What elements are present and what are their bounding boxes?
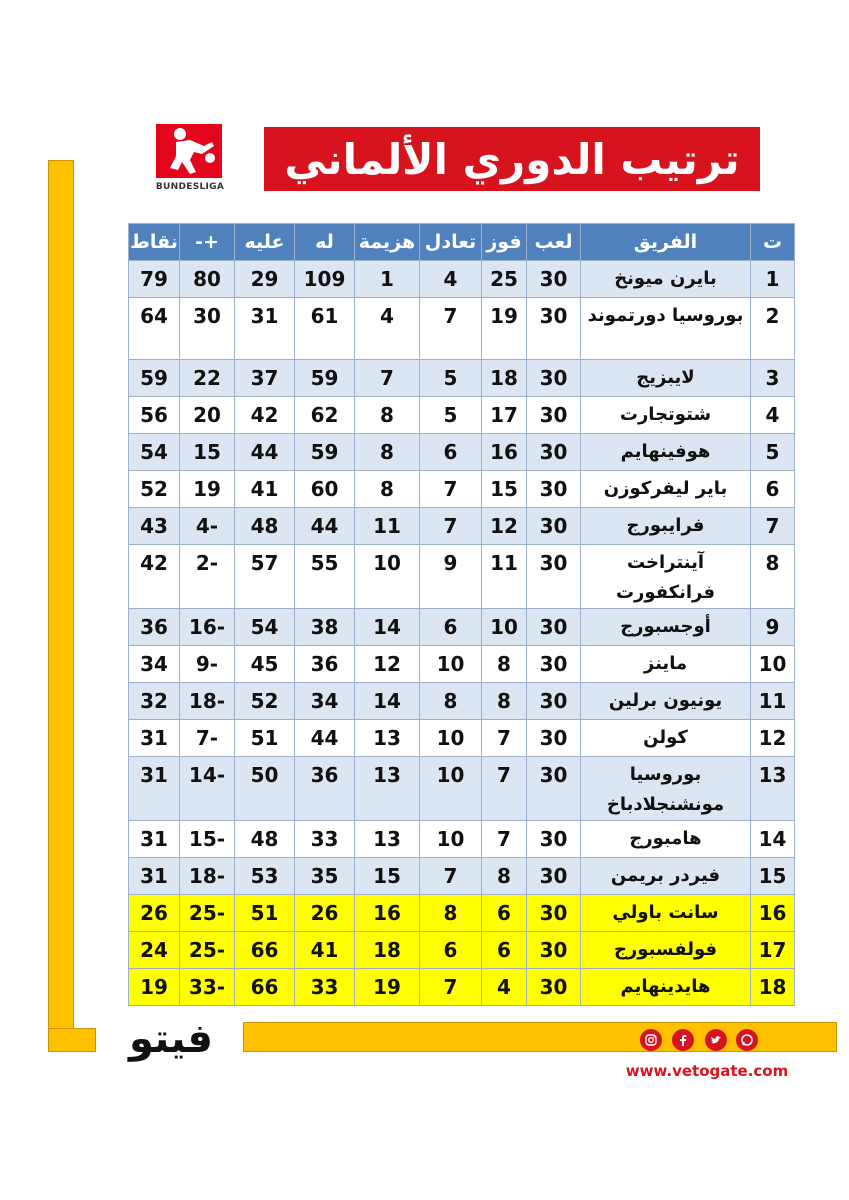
cell-played: 30 (527, 969, 581, 1006)
cell-won: 4 (482, 969, 527, 1006)
cell-won: 6 (482, 895, 527, 932)
cell-won: 18 (482, 360, 527, 397)
cell-goals-against: 48 (235, 508, 295, 545)
cell-goals-for: 59 (295, 434, 355, 471)
cell-played: 30 (527, 683, 581, 720)
cell-drawn: 6 (420, 434, 482, 471)
cell-points: 31 (129, 821, 180, 858)
table-row (129, 508, 795, 545)
cell-drawn: 10 (420, 646, 482, 683)
cell-goals-for: 33 (295, 969, 355, 1006)
table-row (129, 821, 795, 858)
cell-played: 30 (527, 545, 581, 609)
table-row (129, 757, 795, 821)
cell-goal-diff: 30 (180, 298, 235, 360)
cell-team: بايرن ميونخ (581, 261, 751, 298)
cell-team: شتوتجارت (581, 397, 751, 434)
cell-points: 42 (129, 545, 180, 609)
cell-won: 6 (482, 932, 527, 969)
cell-goals-against: 31 (235, 298, 295, 360)
cell-lost: 7 (355, 360, 420, 397)
cell-team: بوروسيا مونشنجلادباخ (581, 757, 751, 821)
cell-goals-against: 66 (235, 969, 295, 1006)
veto-logo (108, 1014, 234, 1064)
cell-team: هايدينهايم (581, 969, 751, 1006)
cell-won: 11 (482, 545, 527, 609)
cell-goals-for: 59 (295, 360, 355, 397)
header-team: الفريق (581, 224, 751, 261)
veto-brand-text: فيتو (129, 1016, 213, 1062)
cell-goal-diff: -15 (180, 821, 235, 858)
cell-goal-diff: -2 (180, 545, 235, 609)
accent-bar-left (48, 160, 74, 1052)
cell-won: 7 (482, 821, 527, 858)
table-row (129, 545, 795, 609)
cell-goals-against: 54 (235, 609, 295, 646)
cell-played: 30 (527, 360, 581, 397)
cell-won: 7 (482, 757, 527, 821)
cell-lost: 12 (355, 646, 420, 683)
cell-points: 36 (129, 609, 180, 646)
cell-lost: 8 (355, 471, 420, 508)
cell-played: 30 (527, 298, 581, 360)
table-row (129, 360, 795, 397)
cell-goals-against: 44 (235, 434, 295, 471)
cell-points: 19 (129, 969, 180, 1006)
cell-goals-for: 35 (295, 858, 355, 895)
cell-goals-for: 109 (295, 261, 355, 298)
cell-drawn: 7 (420, 858, 482, 895)
cell-points: 26 (129, 895, 180, 932)
cell-lost: 4 (355, 298, 420, 360)
cell-points: 52 (129, 471, 180, 508)
cell-rank: 4 (751, 397, 795, 434)
cell-team: فولفسبورج (581, 932, 751, 969)
header-points: نقاط (129, 224, 180, 261)
cell-goal-diff: -16 (180, 609, 235, 646)
cell-drawn: 8 (420, 683, 482, 720)
cell-played: 30 (527, 895, 581, 932)
cell-goals-for: 44 (295, 720, 355, 757)
accent-bar-left-foot (48, 1028, 96, 1052)
cell-rank: 3 (751, 360, 795, 397)
cell-goals-for: 41 (295, 932, 355, 969)
cell-team: هوفينهايم (581, 434, 751, 471)
cell-played: 30 (527, 858, 581, 895)
header-drawn: تعادل (420, 224, 482, 261)
cell-points: 24 (129, 932, 180, 969)
cell-goal-diff: -25 (180, 895, 235, 932)
cell-drawn: 10 (420, 720, 482, 757)
cell-points: 31 (129, 858, 180, 895)
cell-lost: 11 (355, 508, 420, 545)
cell-points: 59 (129, 360, 180, 397)
cell-goals-against: 66 (235, 932, 295, 969)
cell-won: 16 (482, 434, 527, 471)
table-row (129, 932, 795, 969)
table-row (129, 720, 795, 757)
cell-won: 17 (482, 397, 527, 434)
cell-goals-against: 50 (235, 757, 295, 821)
cell-team: أوجسبورج (581, 609, 751, 646)
cell-goals-for: 36 (295, 646, 355, 683)
cell-drawn: 6 (420, 932, 482, 969)
cell-rank: 14 (751, 821, 795, 858)
cell-goals-for: 36 (295, 757, 355, 821)
cell-goals-against: 42 (235, 397, 295, 434)
cell-rank: 5 (751, 434, 795, 471)
cell-team: يونيون برلين (581, 683, 751, 720)
cell-goals-against: 51 (235, 720, 295, 757)
cell-points: 31 (129, 720, 180, 757)
cell-won: 19 (482, 298, 527, 360)
cell-points: 43 (129, 508, 180, 545)
cell-goal-diff: 22 (180, 360, 235, 397)
table-row (129, 646, 795, 683)
cell-played: 30 (527, 720, 581, 757)
table-row (129, 261, 795, 298)
cell-drawn: 7 (420, 471, 482, 508)
cell-rank: 18 (751, 969, 795, 1006)
bundesliga-logo (156, 124, 222, 178)
cell-team: سانت باولي (581, 895, 751, 932)
cell-won: 10 (482, 609, 527, 646)
table-row (129, 969, 795, 1006)
table-row (129, 434, 795, 471)
cell-goal-diff: 80 (180, 261, 235, 298)
table-row (129, 397, 795, 434)
cell-rank: 17 (751, 932, 795, 969)
cell-lost: 14 (355, 683, 420, 720)
cell-goals-against: 51 (235, 895, 295, 932)
cell-points: 32 (129, 683, 180, 720)
table-row (129, 298, 795, 360)
cell-rank: 10 (751, 646, 795, 683)
cell-goals-for: 60 (295, 471, 355, 508)
cell-drawn: 5 (420, 397, 482, 434)
cell-played: 30 (527, 261, 581, 298)
header-lost: هزيمة (355, 224, 420, 261)
cell-team: هامبورج (581, 821, 751, 858)
cell-drawn: 5 (420, 360, 482, 397)
cell-played: 30 (527, 646, 581, 683)
cell-lost: 15 (355, 858, 420, 895)
cell-goal-diff: -18 (180, 683, 235, 720)
title-banner (264, 127, 760, 191)
cell-played: 30 (527, 471, 581, 508)
cell-team: كولن (581, 720, 751, 757)
cell-goals-for: 26 (295, 895, 355, 932)
cell-goal-diff: -9 (180, 646, 235, 683)
cell-won: 8 (482, 858, 527, 895)
cell-lost: 8 (355, 397, 420, 434)
cell-drawn: 10 (420, 757, 482, 821)
cell-team: فرايبورج (581, 508, 751, 545)
cell-goals-for: 62 (295, 397, 355, 434)
cell-goals-for: 33 (295, 821, 355, 858)
cell-won: 8 (482, 646, 527, 683)
cell-played: 30 (527, 508, 581, 545)
cell-rank: 16 (751, 895, 795, 932)
cell-drawn: 6 (420, 609, 482, 646)
cell-team: فيردر بريمن (581, 858, 751, 895)
cell-points: 34 (129, 646, 180, 683)
cell-lost: 14 (355, 609, 420, 646)
cell-points: 56 (129, 397, 180, 434)
cell-goals-against: 41 (235, 471, 295, 508)
cell-lost: 1 (355, 261, 420, 298)
table-row (129, 471, 795, 508)
cell-rank: 1 (751, 261, 795, 298)
cell-drawn: 10 (420, 821, 482, 858)
cell-team: باير ليفركوزن (581, 471, 751, 508)
header-played: لعب (527, 224, 581, 261)
table-row (129, 858, 795, 895)
cell-rank: 15 (751, 858, 795, 895)
cell-lost: 10 (355, 545, 420, 609)
cell-goal-diff: 15 (180, 434, 235, 471)
cell-goal-diff: -25 (180, 932, 235, 969)
cell-rank: 6 (751, 471, 795, 508)
cell-goals-for: 44 (295, 508, 355, 545)
twitter-icon[interactable] (705, 1029, 727, 1051)
bundesliga-wordmark: BUNDESLIGA (155, 182, 225, 192)
cell-played: 30 (527, 932, 581, 969)
cell-goals-for: 55 (295, 545, 355, 609)
cell-goals-against: 29 (235, 261, 295, 298)
header-won: فوز (482, 224, 527, 261)
cell-points: 31 (129, 757, 180, 821)
cell-goals-against: 53 (235, 858, 295, 895)
player-silhouette-icon (156, 124, 222, 178)
cell-lost: 18 (355, 932, 420, 969)
facebook-icon[interactable] (672, 1029, 694, 1051)
table-header-row (129, 224, 795, 261)
cell-team: بوروسيا دورتموند (581, 298, 751, 360)
page-title: ترتيب الدوري الألماني (284, 134, 740, 184)
cell-team: آينتراخت فرانكفورت (581, 545, 751, 609)
cell-played: 30 (527, 821, 581, 858)
cell-drawn: 7 (420, 508, 482, 545)
whatsapp-icon[interactable] (736, 1029, 758, 1051)
cell-goal-diff: -14 (180, 757, 235, 821)
cell-goals-against: 37 (235, 360, 295, 397)
cell-played: 30 (527, 757, 581, 821)
cell-goal-diff: 19 (180, 471, 235, 508)
cell-goals-against: 52 (235, 683, 295, 720)
cell-rank: 8 (751, 545, 795, 609)
cell-goal-diff: -4 (180, 508, 235, 545)
cell-played: 30 (527, 397, 581, 434)
cell-goals-against: 45 (235, 646, 295, 683)
cell-team: ماينز (581, 646, 751, 683)
cell-goals-for: 61 (295, 298, 355, 360)
website-url[interactable]: www.vetogate.com (625, 1062, 789, 1080)
header-rank: ت (751, 224, 795, 261)
cell-rank: 13 (751, 757, 795, 821)
cell-rank: 9 (751, 609, 795, 646)
cell-lost: 13 (355, 821, 420, 858)
cell-points: 54 (129, 434, 180, 471)
cell-lost: 13 (355, 720, 420, 757)
cell-points: 64 (129, 298, 180, 360)
cell-goals-against: 57 (235, 545, 295, 609)
table-row (129, 683, 795, 720)
standings-table (128, 223, 795, 1006)
cell-goal-diff: -33 (180, 969, 235, 1006)
cell-drawn: 4 (420, 261, 482, 298)
cell-points: 79 (129, 261, 180, 298)
cell-rank: 11 (751, 683, 795, 720)
header-goals-against: عليه (235, 224, 295, 261)
cell-goal-diff: -7 (180, 720, 235, 757)
cell-played: 30 (527, 434, 581, 471)
cell-won: 8 (482, 683, 527, 720)
cell-rank: 7 (751, 508, 795, 545)
cell-lost: 19 (355, 969, 420, 1006)
cell-goal-diff: 20 (180, 397, 235, 434)
instagram-icon[interactable] (640, 1029, 662, 1051)
cell-lost: 8 (355, 434, 420, 471)
cell-lost: 13 (355, 757, 420, 821)
cell-goal-diff: -18 (180, 858, 235, 895)
cell-drawn: 7 (420, 298, 482, 360)
cell-rank: 2 (751, 298, 795, 360)
cell-goals-for: 38 (295, 609, 355, 646)
table-row (129, 895, 795, 932)
cell-played: 30 (527, 609, 581, 646)
cell-goals-against: 48 (235, 821, 295, 858)
cell-drawn: 8 (420, 895, 482, 932)
table-row (129, 609, 795, 646)
cell-won: 25 (482, 261, 527, 298)
cell-won: 15 (482, 471, 527, 508)
cell-goals-for: 34 (295, 683, 355, 720)
cell-team: لايبزيج (581, 360, 751, 397)
cell-won: 7 (482, 720, 527, 757)
cell-rank: 12 (751, 720, 795, 757)
cell-won: 12 (482, 508, 527, 545)
cell-lost: 16 (355, 895, 420, 932)
header-goal-diff: +- (180, 224, 235, 261)
header-goals-for: له (295, 224, 355, 261)
cell-drawn: 7 (420, 969, 482, 1006)
cell-drawn: 9 (420, 545, 482, 609)
